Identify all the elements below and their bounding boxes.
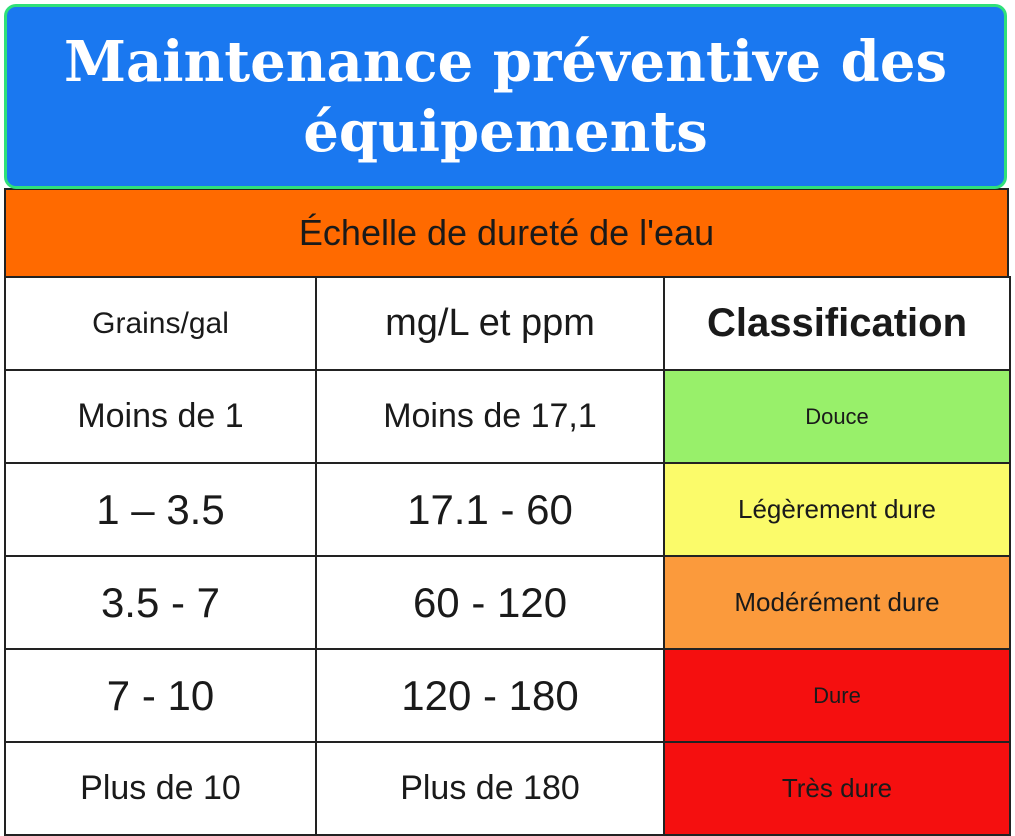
header-classification: Classification xyxy=(664,277,1010,370)
hardness-table xyxy=(4,276,1011,836)
classification-cell: Douce xyxy=(664,370,1010,463)
classification-cell: Dure xyxy=(664,649,1010,742)
table-row xyxy=(5,649,1010,742)
classification-cell: Légèrement dure xyxy=(664,463,1010,556)
table-subtitle: Échelle de dureté de l'eau xyxy=(4,188,1009,278)
mgl-cell: 120 - 180 xyxy=(316,649,664,742)
grains-cell: Plus de 10 xyxy=(5,742,316,835)
grains-cell: Moins de 1 xyxy=(5,370,316,463)
mgl-cell: Moins de 17,1 xyxy=(316,370,664,463)
table-row xyxy=(5,556,1010,649)
grains-cell: 7 - 10 xyxy=(5,649,316,742)
title-banner xyxy=(4,4,1007,189)
classification-cell: Modérément dure xyxy=(664,556,1010,649)
classification-cell: Très dure xyxy=(664,742,1010,835)
mgl-cell: 60 - 120 xyxy=(316,556,664,649)
header-mgl: mg/L et ppm xyxy=(316,277,664,370)
table-row xyxy=(5,463,1010,556)
grains-cell: 3.5 - 7 xyxy=(5,556,316,649)
page-title: Maintenance préventive des équipements xyxy=(64,28,947,165)
mgl-cell: 17.1 - 60 xyxy=(316,463,664,556)
table-row xyxy=(5,370,1010,463)
header-grains: Grains/gal xyxy=(5,277,316,370)
header-row xyxy=(5,277,1010,370)
mgl-cell: Plus de 180 xyxy=(316,742,664,835)
table-row xyxy=(5,742,1010,835)
grains-cell: 1 – 3.5 xyxy=(5,463,316,556)
